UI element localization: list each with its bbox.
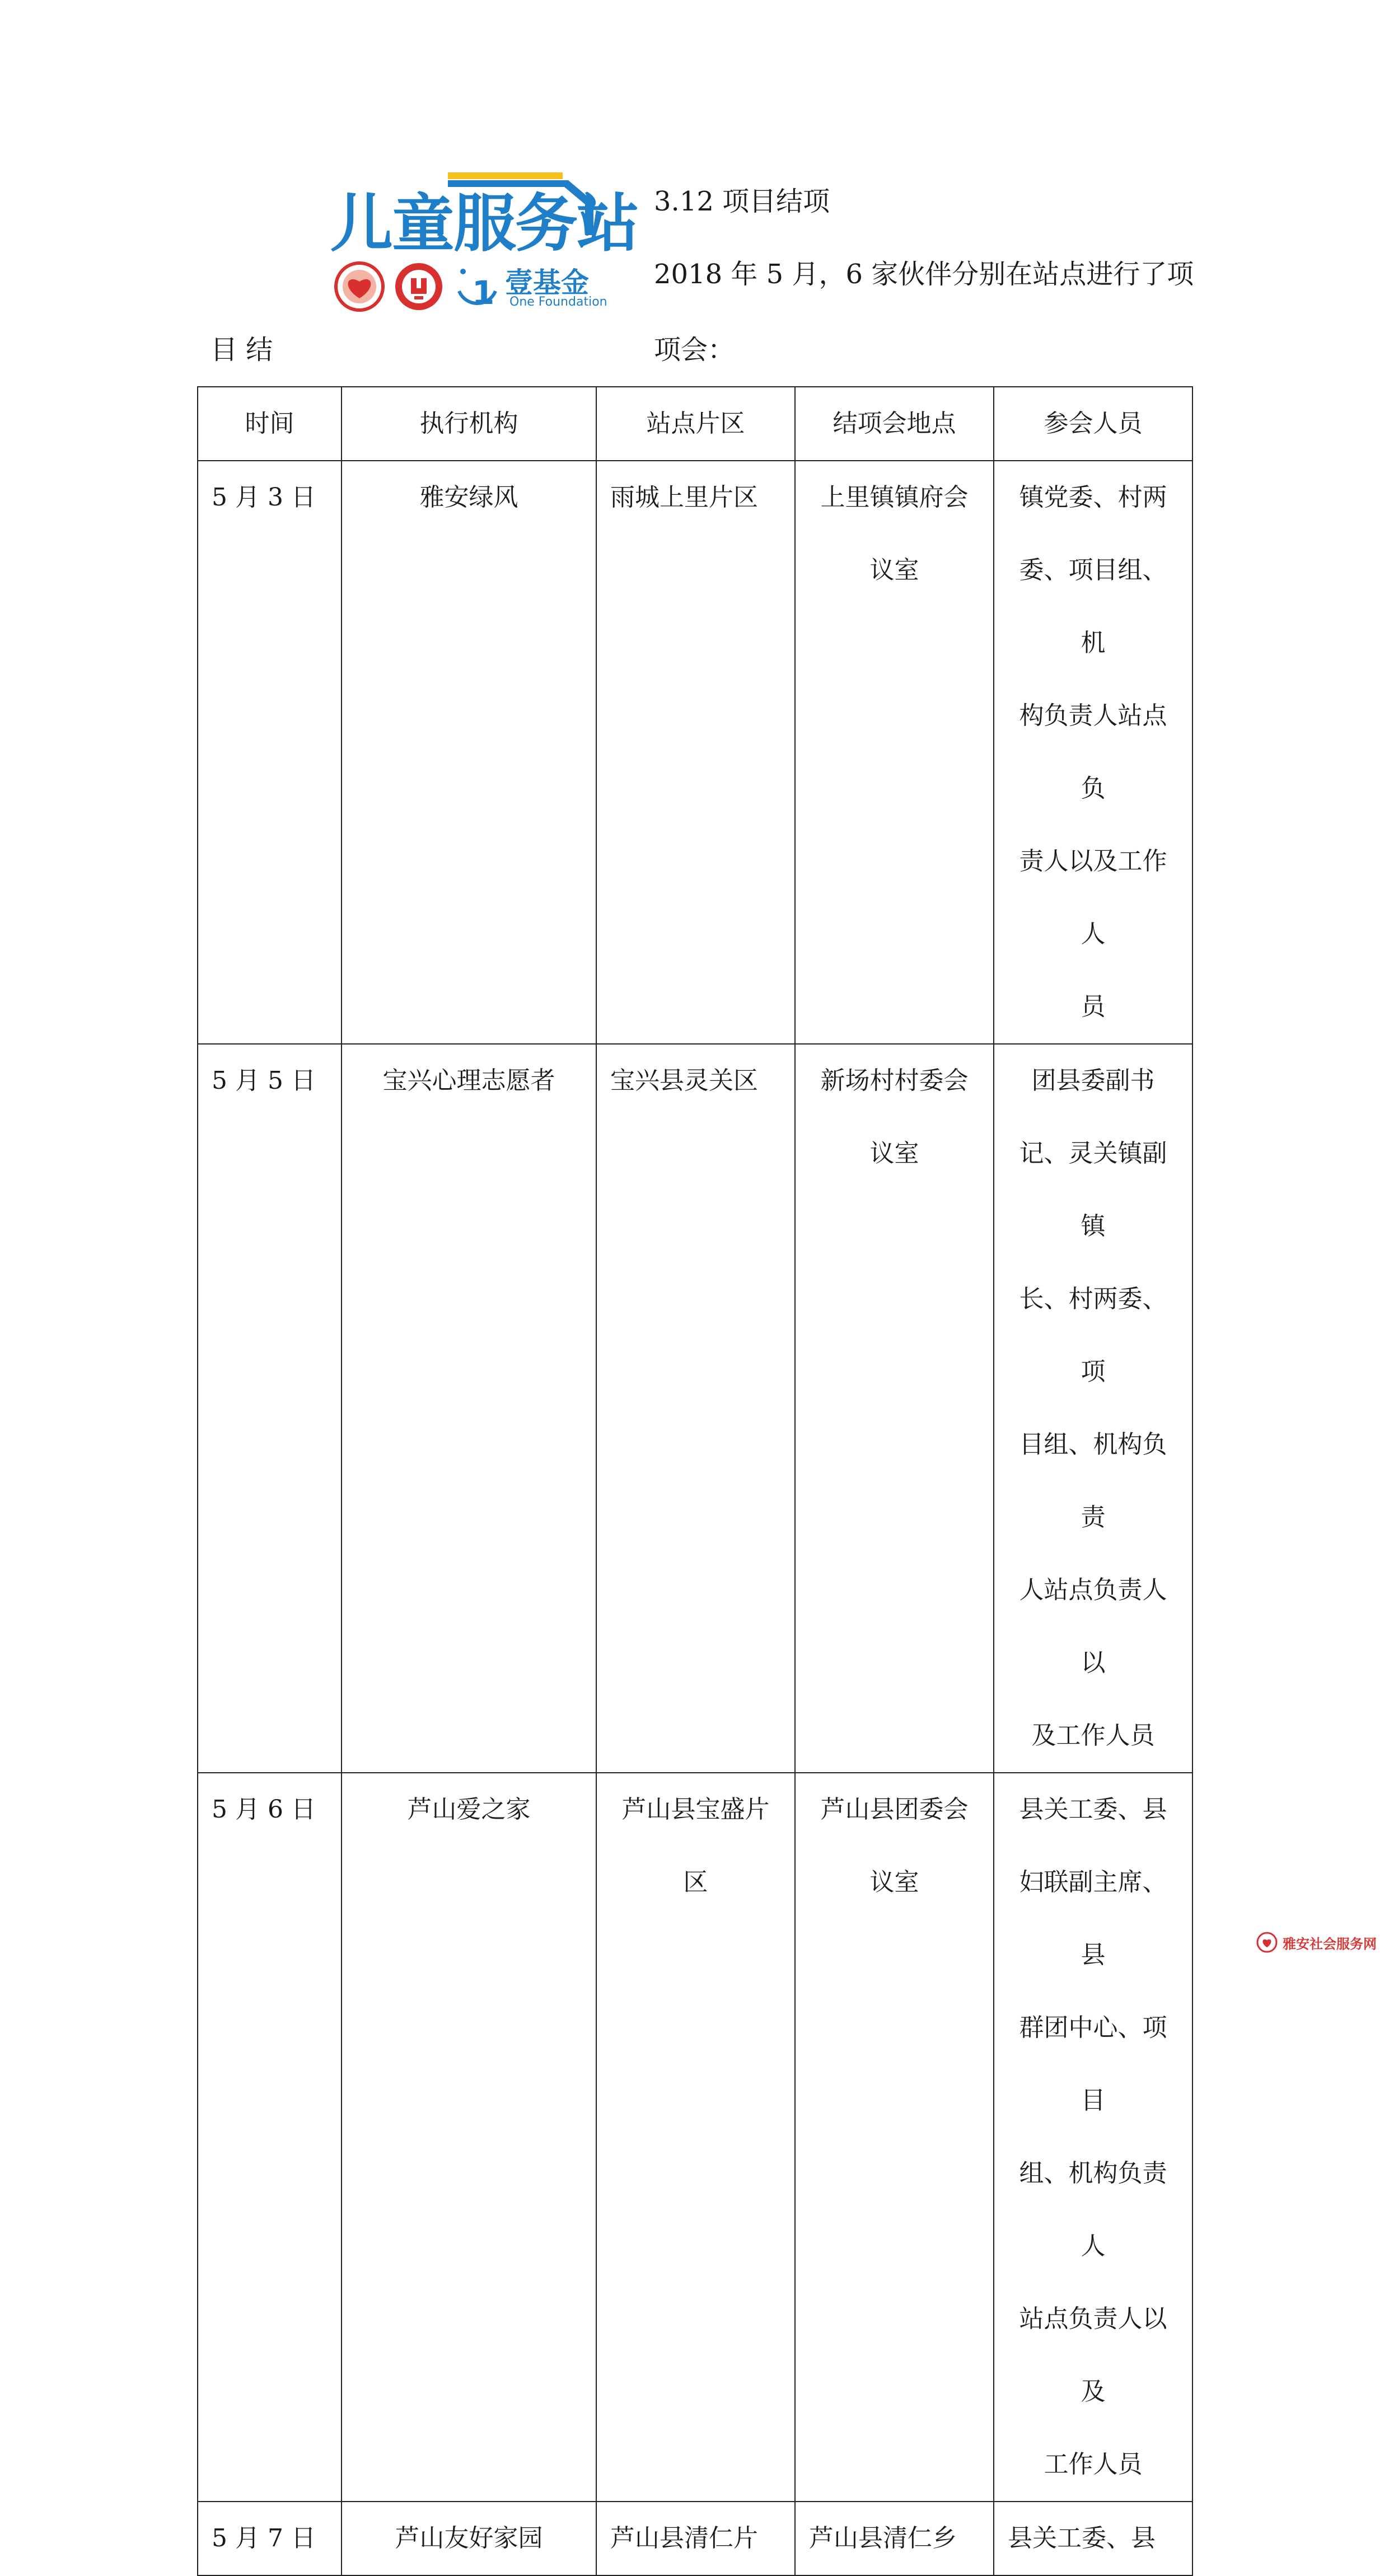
cell-venue <box>795 1044 994 1773</box>
cell-date: 5 月 6 日 <box>198 1773 342 2502</box>
womens-federation-icon <box>392 260 448 313</box>
cell-attendees-line: 县关工委、县 <box>1008 2524 1156 2552</box>
logo-emblems <box>330 260 610 313</box>
cell-org: 芦山友好家园 <box>342 2502 596 2575</box>
table-row <box>198 461 1192 1044</box>
cell-attendees-line: 员 <box>1081 992 1106 1021</box>
cell-attendees <box>994 2502 1192 2575</box>
cell-attendees-line: 人站点负责人以 <box>1019 1576 1167 1677</box>
cell-attendees-line: 妇联副主席、县 <box>1019 1868 1167 1969</box>
cell-attendees-line: 群团中心、项目 <box>1019 2013 1167 2115</box>
cell-area-line: 宝兴县灵关区 <box>610 1066 758 1095</box>
one-foundation-icon <box>451 260 501 313</box>
cell-attendees-line: 团县委副书 <box>1031 1066 1155 1095</box>
cell-attendees-line: 委、项目组、机 <box>1019 556 1167 657</box>
cell-org: 芦山爱之家 <box>342 1773 596 2502</box>
cell-date: 5 月 3 日 <box>198 461 342 1044</box>
svg-text:1: 1 <box>472 274 495 312</box>
header-venue: 结项会地点 <box>795 387 994 461</box>
one-foundation-english-name: One Foundation <box>509 295 607 309</box>
cell-attendees <box>994 1044 1192 1773</box>
one-foundation-name: 壹基金 <box>505 266 589 299</box>
cell-venue-line: 芦山县团委会 <box>820 1795 969 1824</box>
watermark-logo-icon <box>1256 1931 1278 1954</box>
section-intro-line: 2018 年 5 月，6 家伙伴分别在站点进行了项 <box>654 259 1194 290</box>
cell-area <box>596 2502 795 2575</box>
header-date: 时间 <box>198 387 342 461</box>
cell-attendees-line: 镇党委、村两 <box>1019 483 1167 512</box>
cell-attendees-line: 及工作人员 <box>1031 1721 1155 1750</box>
project-closing-table <box>197 386 1193 2576</box>
children-service-station-logo <box>330 168 638 313</box>
cell-area-line: 雨城上里片区 <box>610 483 758 512</box>
cell-area <box>596 461 795 1044</box>
cell-date: 5 月 7 日 <box>198 2502 342 2575</box>
logo-title: 儿童服务站 <box>330 188 638 260</box>
cell-area-line: 区 <box>683 1868 708 1896</box>
cell-org: 宝兴心理志愿者 <box>342 1044 596 1773</box>
watermark-text: 雅安社会服务网 <box>1283 1936 1377 1952</box>
cell-venue-line: 议室 <box>869 556 919 584</box>
site-watermark <box>1256 1930 1377 1955</box>
header-org: 执行机构 <box>342 387 596 461</box>
cell-area-line: 芦山县清仁片 <box>610 2524 758 2552</box>
header-attendees: 参会人员 <box>994 387 1192 461</box>
header-area: 站点片区 <box>596 387 795 461</box>
section-heading: 3.12 项目结项 <box>654 186 830 217</box>
cell-area-line: 芦山县宝盛片 <box>621 1795 770 1824</box>
cell-attendees-line: 县关工委、县 <box>1019 1795 1167 1824</box>
table-row <box>198 2502 1192 2575</box>
cell-attendees <box>994 1773 1192 2502</box>
cell-attendees-line: 责人以及工作人 <box>1019 847 1167 948</box>
cell-venue-line: 上里镇镇府会 <box>820 483 969 512</box>
table-header-row <box>198 387 1192 461</box>
cell-attendees <box>994 461 1192 1044</box>
cell-attendees-line: 目组、机构负责 <box>1019 1430 1167 1531</box>
cell-attendees-line: 长、村两委、项 <box>1019 1285 1167 1386</box>
table-row <box>198 1044 1192 1773</box>
cell-attendees-line: 工作人员 <box>1044 2450 1143 2479</box>
section-wrap-right: 项会： <box>654 334 735 366</box>
cell-venue <box>795 2502 994 2575</box>
cell-venue-line: 新场村村委会 <box>820 1066 969 1095</box>
cell-venue <box>795 1773 994 2502</box>
section-wrap-left: 目 结 <box>211 334 273 366</box>
cell-area <box>596 1773 795 2502</box>
cell-attendees-line: 组、机构负责人 <box>1019 2159 1167 2260</box>
cell-area <box>596 1044 795 1773</box>
cell-org: 雅安绿风 <box>342 461 596 1044</box>
table-row <box>198 1773 1192 2502</box>
cell-venue-line: 议室 <box>869 1139 919 1168</box>
cell-attendees-line: 构负责人站点负 <box>1019 701 1167 803</box>
cell-venue <box>795 461 994 1044</box>
cell-venue-line: 议室 <box>869 1868 919 1896</box>
cell-attendees-line: 站点负责人以及 <box>1019 2305 1167 2406</box>
cell-date: 5 月 5 日 <box>198 1044 342 1773</box>
cell-venue-line: 芦山县清仁乡 <box>809 2524 957 2552</box>
heart-seal-icon <box>330 260 392 313</box>
cell-attendees-line: 记、灵关镇副镇 <box>1019 1139 1167 1240</box>
